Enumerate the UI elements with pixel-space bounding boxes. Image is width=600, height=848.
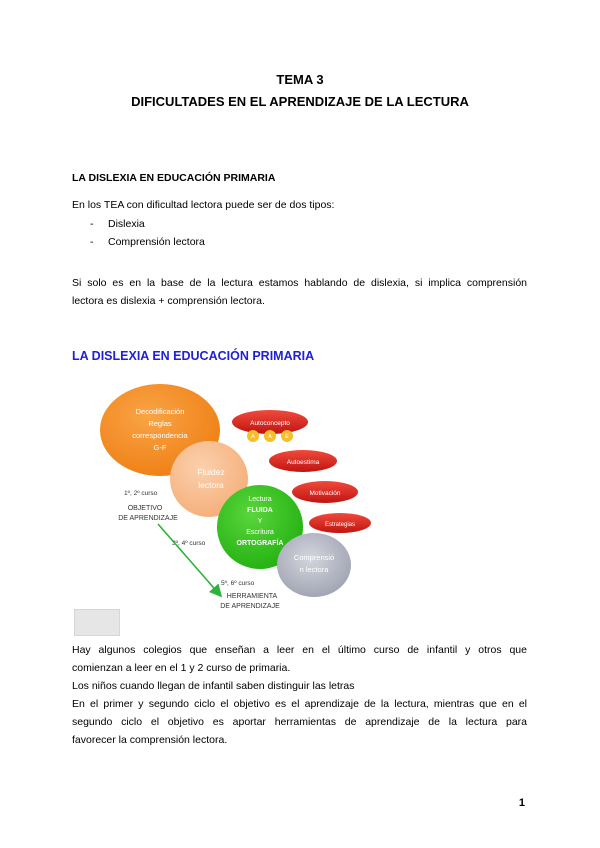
paragraph-line: lectora es dislexia + comprensión lectora. (72, 295, 265, 307)
dyslexia-diagram (0, 380, 600, 615)
lectura-label: FLUIDA (247, 507, 273, 514)
motivacion-label: Motivación (309, 490, 341, 497)
lectura-label: Escritura (246, 529, 274, 536)
small-circle-label: E (285, 434, 289, 440)
paragraph-line: En el primer y segundo ciclo el objetivo es el aprendizaje de la lectura, mientras que en el (72, 698, 527, 710)
estrategias-label: Estrategias (324, 522, 356, 528)
paragraph-line: favorecer la comprensión lectora. (72, 734, 228, 746)
page-number: 1 (518, 797, 525, 809)
bullet-dash-1: - (90, 218, 94, 230)
paragraph-line: Hay algunos colegios que enseñan a leer en el último curso de infantil y otros que (72, 644, 527, 656)
document-subtitle: DIFICULTADES EN EL APRENDIZAJE DE LA LECTURA (131, 94, 469, 109)
document-title: TEMA 3 (276, 72, 324, 87)
objetivo-label: DE APRENDIZAJE (118, 515, 178, 522)
lectura-label: Y (257, 518, 263, 525)
bullet-item-dislexia: Dislexia (108, 218, 145, 230)
section-heading: LA DISLEXIA EN EDUCACIÓN PRIMARIA (72, 172, 276, 184)
fluidez-label: lectora (198, 480, 224, 490)
curso-34-label: 3º, 4º curso (172, 540, 206, 547)
lectura-label: ORTOGRAFÍA (236, 540, 284, 547)
comprension-label: Comprensió (293, 553, 335, 562)
fluidez-label: Fluidez (197, 467, 225, 477)
curso-12-label: 1º, 2º curso (124, 490, 158, 497)
objetivo-label: OBJETIVO (127, 505, 163, 512)
small-circle-label: A (268, 434, 272, 440)
autoestima-label: Autoestima (286, 459, 320, 466)
herramienta-label: DE APRENDIZAJE (220, 603, 280, 610)
decod-label: Decodificación (135, 407, 185, 416)
paragraph-line: Los niños cuando llegan de infantil saben distinguir las letras (72, 680, 355, 692)
decod-label: correspondencia (132, 431, 188, 440)
comprension-label: n lectora (299, 565, 329, 574)
bullet-item-comprension: Comprensión lectora (108, 236, 205, 248)
decod-label: Reglas (148, 419, 172, 428)
small-circle-label: A (251, 434, 255, 440)
paragraph-line: comienzan a leer en el 1 y 2 curso de primaria. (72, 662, 291, 674)
lectura-label: Lectura (248, 496, 272, 503)
bullet-dash-2: - (90, 236, 94, 248)
decod-label: G-F (153, 443, 167, 452)
gray-placeholder-box (74, 609, 120, 636)
diagram-title: LA DISLEXIA EN EDUCACIÓN PRIMARIA (72, 349, 315, 363)
paragraph-line: segundo ciclo el objetivo es aportar herramientas de aprendizaje de la lectura para (72, 716, 527, 728)
paragraph-line: Si solo es en la base de la lectura estamos hablando de dislexia, si implica comprensión (72, 277, 527, 289)
autoconcepto-label: Autoconcepto (250, 420, 290, 427)
progression-arrow (158, 524, 220, 595)
curso-56-label: 5º, 6º curso (221, 580, 255, 587)
intro-text: En los TEA con dificultad lectora puede ser de dos tipos: (72, 199, 335, 211)
herramienta-label: HERRAMIENTA (226, 593, 278, 600)
